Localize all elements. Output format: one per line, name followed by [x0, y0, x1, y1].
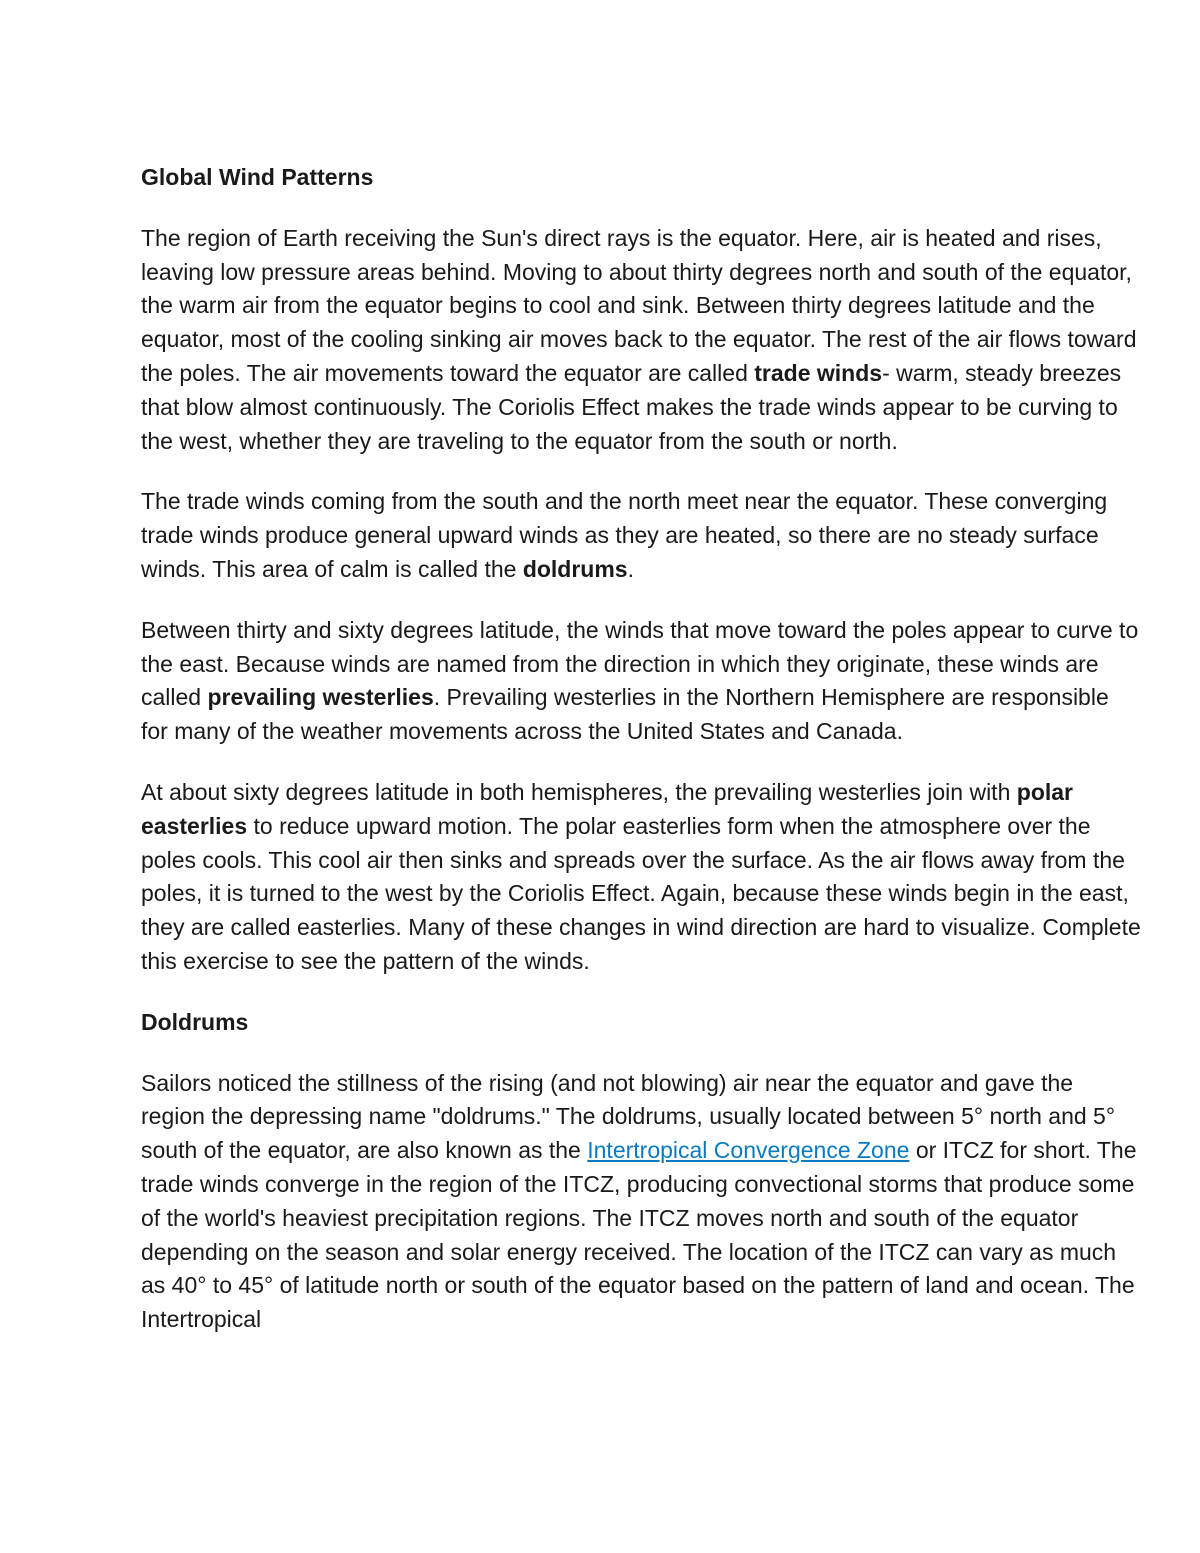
bold-term-prevailing-westerlies: prevailing westerlies — [207, 684, 434, 711]
paragraph-itcz — [141, 1067, 1141, 1337]
bold-term-polar-easterlies: polar easterlies — [141, 778, 1073, 839]
paragraph-text: Sailors noticed the stillness of the rising (and not blowing) air near the equator and gave the region the depressing name "doldrums." The doldrums, usually located between 5° north and 5° south of the equator, are also known as the — [141, 1069, 1116, 1164]
paragraph-text: The region of Earth receiving the Sun's direct rays is the equator. Here, air is heated and rises, leaving low pressure areas behind. Moving to about thirty degrees north and south of the equator, the warm air from the equator begins to cool and sink. Between thirty degrees latitude and the equator, most of the cooling sinking air moves back to the equator. The rest of the air flows toward the poles. The air movements toward the equator are called — [141, 224, 1137, 386]
paragraph-doldrums-intro — [141, 485, 1141, 586]
paragraph-text: - warm, steady breezes that blow almost continuously. The Coriolis Effect makes the trade winds appear to be curving to the west, whether they are traveling to the equator from the south or north. — [141, 359, 1122, 454]
paragraph-text: to reduce upward motion. The polar easterlies form when the atmosphere over the poles cools. This cool air then sinks and spreads over the surface. As the air flows away from the poles, it is turned to the west by the Coriolis Effect. Again, because these winds begin in the east, they are called easterlies. Many of these changes in wind direction are hard to visualize. Complete this exercise to see the pattern of the winds. — [141, 812, 1141, 974]
paragraph-trade-winds — [141, 222, 1141, 459]
bold-term-trade-winds: trade winds — [754, 359, 883, 386]
paragraph-westerlies — [141, 614, 1141, 749]
page-title: Global Wind Patterns — [141, 164, 374, 190]
paragraph-text: . Prevailing westerlies in the Northern Hemisphere are responsible for many of the weather movements across the United States and Canada. — [141, 684, 1109, 745]
paragraph-text: At about sixty degrees latitude in both hemispheres, the prevailing westerlies join with — [141, 778, 1017, 805]
bold-term-doldrums: doldrums — [522, 555, 628, 582]
paragraph-text: . — [627, 555, 634, 582]
document-page — [141, 161, 1141, 1364]
section-heading-doldrums: Doldrums — [141, 1008, 249, 1035]
paragraph-text: The trade winds coming from the south and the north meet near the equator. These converging trade winds produce general upward winds as they are heated, so there are no steady surface winds. This area of calm is called the — [141, 488, 1108, 582]
paragraph-text: or ITCZ for short. The trade winds converge in the region of the ITCZ, producing convectional storms that produce some of the world's heaviest precipitation regions. The ITCZ moves north and south of the equator depending on the season and solar energy received. The location of the ITCZ can vary as much as 40° to 45° of latitude north or south of the equator based on the pattern of land and ocean. The Intertropical — [141, 1137, 1137, 1333]
itcz-link[interactable]: Intertropical Convergence Zone — [587, 1137, 910, 1164]
paragraph-polar-easterlies — [141, 776, 1141, 979]
paragraph-text: Between thirty and sixty degrees latitude, the winds that move toward the poles appear to curve to the east. Because winds are named from the direction in which they originate, these winds are called — [141, 616, 1139, 711]
